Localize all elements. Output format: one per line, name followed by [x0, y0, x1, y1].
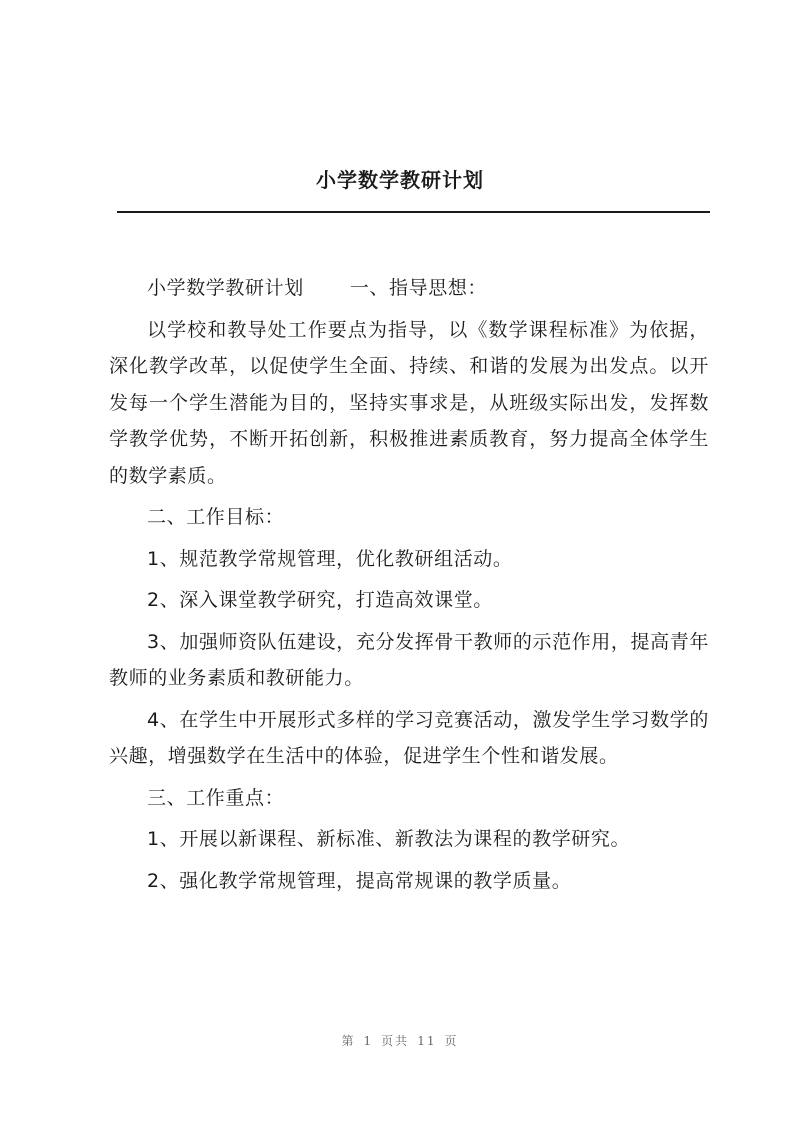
focus-item-2: 2、强化教学常规管理，提高常规课的教学质量。	[147, 869, 572, 892]
goal-item-4: 4、在学生中开展形式多样的学习竞赛活动，激发学生学习数学的兴趣，增强数学在生活中的体验，促进学生个性和谐发展。	[109, 708, 709, 767]
section-heading-3: 三、工作重点：	[147, 786, 285, 809]
title-underline	[117, 211, 710, 213]
footer-prefix: 第	[341, 1034, 356, 1048]
section-heading-2: 二、工作目标：	[147, 506, 285, 528]
footer-suffix: 页	[444, 1034, 459, 1048]
goal-item-3: 3、加强师资队伍建设，充分发挥骨干教师的示范作用，提高青年教师的业务素质和教研能力。	[109, 630, 709, 689]
intro-label: 小学数学教研计划	[147, 277, 304, 299]
goal-item-1: 1、规范教学常规管理，优化教研组活动。	[147, 547, 513, 570]
focus-item-1: 1、开展以新课程、新标准、新教法为课程的教学研究。	[147, 828, 631, 850]
intro-line	[109, 270, 709, 307]
section-heading-1: 一、指导思想：	[349, 277, 488, 299]
goal-item-2: 2、深入课堂教学研究，打造高效课堂。	[147, 589, 493, 611]
page-footer	[0, 1032, 800, 1049]
footer-page-number: 1	[363, 1034, 374, 1048]
document-title: 小学数学教研计划	[316, 168, 484, 192]
document-body	[109, 270, 709, 899]
footer-total-pages: 11	[417, 1034, 437, 1048]
section-1-paragraph: 以学校和教导处工作要点为指导，以《数学课程标准》为依据，深化教学改革，以促使学生全面、持续、和谐的发展为出发点。以开发每一个学生潜能为目的，坚持实事求是，从班级实际出发，发挥数学教学优势，不断开拓创新，积极推进素质教育，努力提高全体学生的数学素质。	[109, 318, 709, 487]
footer-middle: 页共	[381, 1034, 410, 1048]
